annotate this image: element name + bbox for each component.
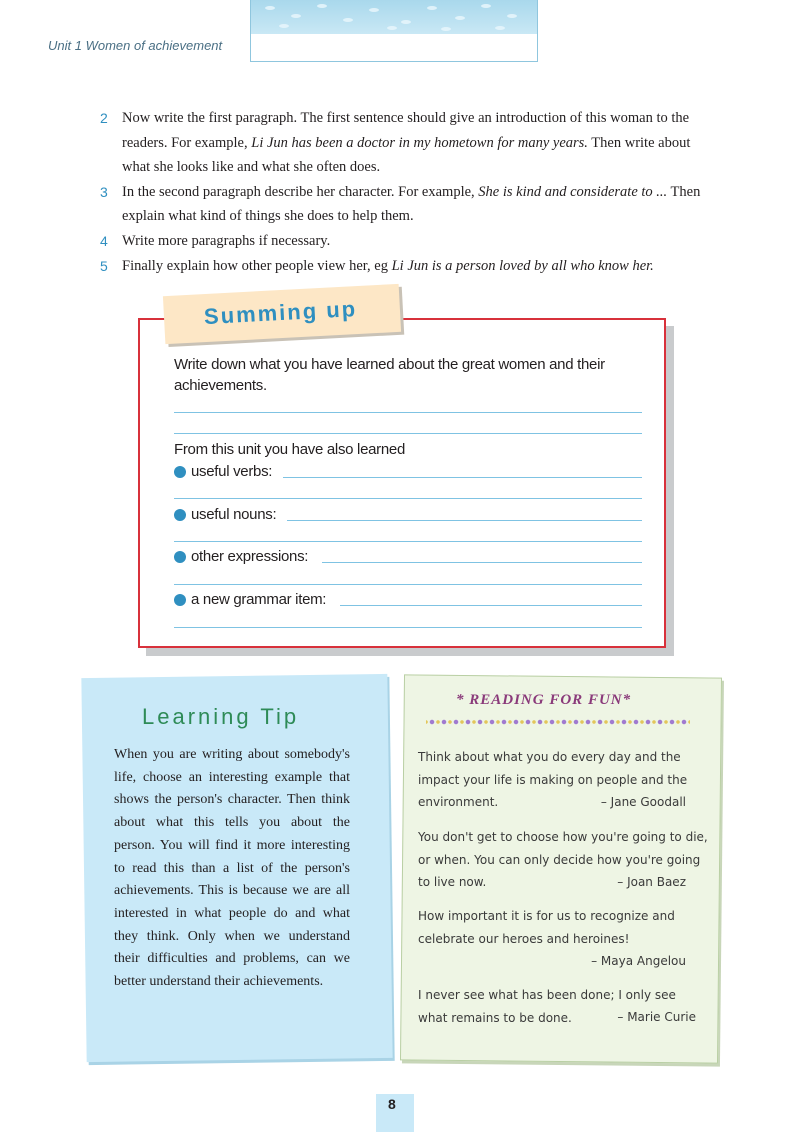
- answer-line[interactable]: [174, 541, 642, 542]
- learned-item-verbs: [174, 463, 272, 480]
- learned-item-label: useful verbs:: [191, 463, 273, 480]
- quote-author: – Marie Curie: [617, 1010, 696, 1024]
- answer-line[interactable]: [322, 562, 642, 563]
- learned-item-label: other expressions:: [191, 548, 309, 565]
- learned-item-label: useful nouns:: [191, 506, 277, 523]
- learned-item-nouns: [174, 506, 276, 523]
- answer-line[interactable]: [340, 605, 642, 606]
- quote-text: How important it is for us to recognize and celebrate our heroes and heroines!: [418, 909, 675, 946]
- bullet-dot-icon: [174, 551, 186, 563]
- quote-baez: [418, 826, 708, 894]
- header-decoration: [251, 0, 537, 34]
- bullet-dot-icon: [174, 509, 186, 521]
- learned-item-expressions: [174, 548, 308, 565]
- answer-line[interactable]: [174, 584, 642, 585]
- quote-author: – Jane Goodall: [600, 795, 686, 809]
- instruction-number: 2: [100, 110, 108, 126]
- unit-title: Unit 1 Women of achievement: [48, 38, 223, 53]
- learned-intro: From this unit you have also learned: [174, 441, 405, 458]
- summing-up-heading: Summing up: [203, 296, 358, 330]
- writing-instructions: [100, 106, 720, 278]
- unit-header-tab: [250, 0, 538, 62]
- answer-line[interactable]: [174, 433, 642, 434]
- learning-tip-body: When you are writing about somebody's life, choose an interesting example that shows the person's character. Then think about what this tells you about the person. You will find it more interesting to read this than a list of the person's achievements. This is because we are all interested in what people do and what they think. Only when we understand their difficulties and problems, can we better understand their achievements.: [114, 747, 350, 990]
- answer-line[interactable]: [287, 520, 642, 521]
- instruction-text: Now write the first paragraph. The first sentence should give an introduction of this woman to the readers. For example,: [122, 110, 690, 151]
- instruction-text: Finally explain how other people view her, eg: [122, 257, 392, 274]
- quote-text: I never see what has been done; I only see what remains to be done.: [418, 988, 676, 1025]
- quote-author: – Joan Baez: [617, 875, 686, 889]
- answer-line[interactable]: [174, 412, 642, 413]
- instruction-number: 5: [100, 257, 108, 274]
- instruction-example: Li Jun is a person loved by all who know her.: [391, 257, 654, 274]
- instruction-item: [100, 106, 720, 180]
- quote-author: – Maya Angelou: [591, 954, 686, 968]
- instruction-item: [100, 229, 720, 254]
- star-border-decoration: [426, 717, 690, 727]
- instruction-text: Then write about what she looks like and what she often does.: [122, 134, 691, 176]
- instruction-text: In the second paragraph describe her character. For example,: [122, 183, 479, 200]
- instruction-text: Write more paragraphs if necessary.: [122, 232, 331, 249]
- instruction-example: Li Jun has been a doctor in my hometown for many years.: [251, 134, 588, 151]
- answer-line[interactable]: [174, 627, 642, 628]
- quote-goodall: [418, 746, 708, 814]
- page-number: 8: [388, 1096, 396, 1112]
- instruction-item: [100, 254, 720, 279]
- bullet-dot-icon: [174, 594, 186, 606]
- quote-curie: [418, 984, 708, 1029]
- quote-text: You don't get to choose how you're going to die, or when. You can only decide how you're going to live now.: [418, 830, 708, 889]
- answer-line[interactable]: [283, 477, 642, 478]
- instruction-number: 4: [100, 232, 108, 249]
- summing-up-prompt: Write down what you have learned about the great women and their achievements.: [174, 356, 605, 394]
- instruction-example: She is kind and considerate to ...: [478, 183, 668, 200]
- answer-line[interactable]: [174, 498, 642, 499]
- instruction-item: [100, 180, 720, 229]
- quote-text: Think about what you do every day and the impact your life is making on people and the environment.: [418, 750, 688, 809]
- learning-tip-title: Learning Tip: [142, 704, 300, 729]
- bullet-dot-icon: [174, 466, 186, 478]
- instruction-text: Then explain what kind of things she does to help them.: [122, 183, 701, 225]
- learned-item-label: a new grammar item:: [191, 591, 327, 608]
- learned-item-grammar: [174, 591, 326, 608]
- quote-angelou: [418, 905, 708, 968]
- reading-for-fun-title: * READING FOR FUN*: [456, 692, 632, 708]
- instruction-number: 3: [100, 183, 108, 200]
